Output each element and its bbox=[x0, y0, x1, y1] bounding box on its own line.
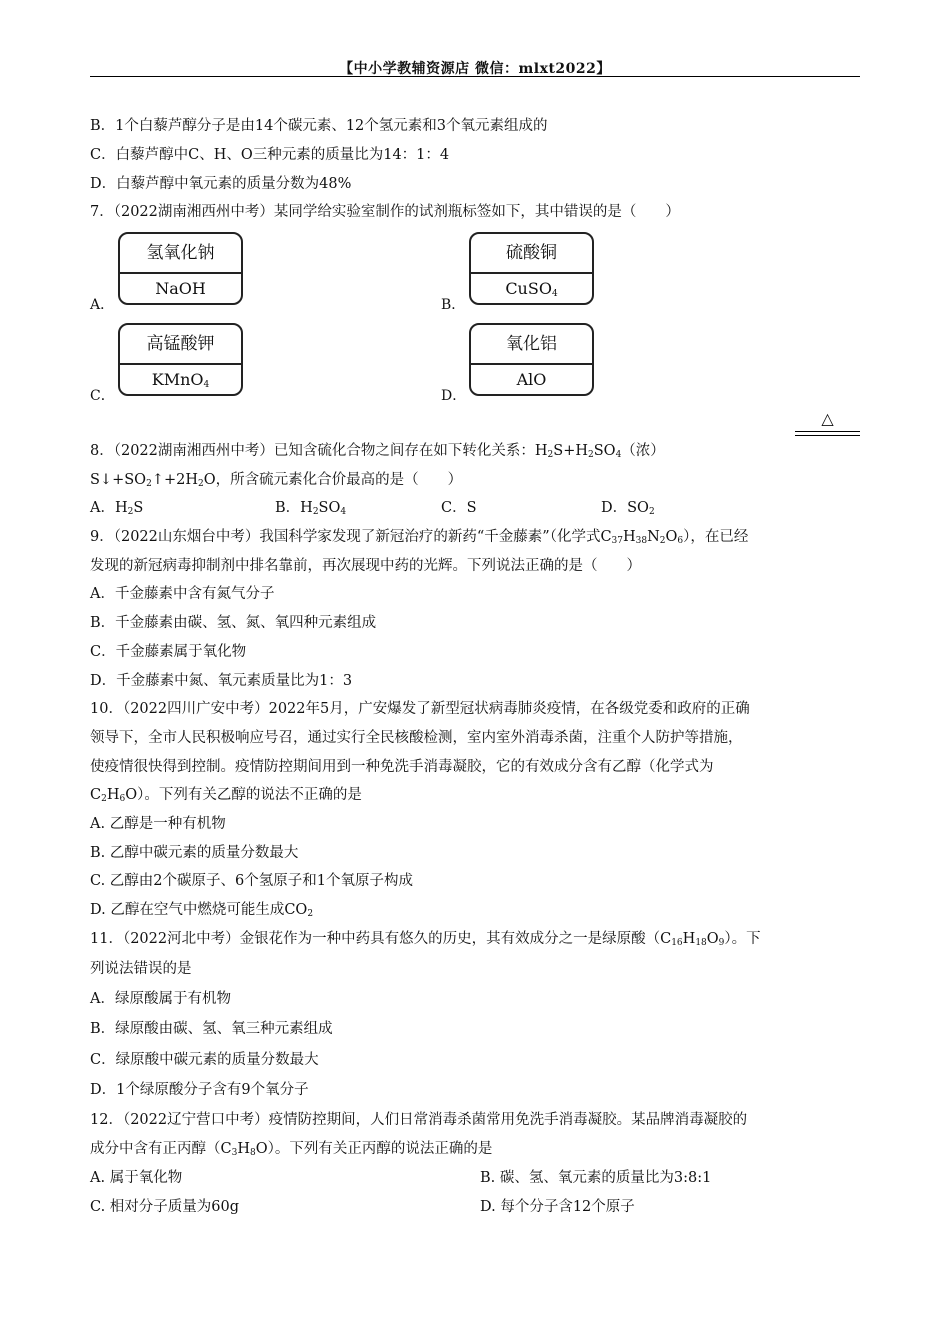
q12-option-c: C. 相对分子质量为60g bbox=[90, 1199, 240, 1215]
q11-stem-line-2: 列说法错误的是 bbox=[90, 961, 192, 977]
label-formula: KMnO$_4$ bbox=[151, 370, 210, 390]
q9-stem-line-2: 发现的新冠病毒抑制剂中排名靠前，再次展现中药的光辉。下列说法正确的是（ ） bbox=[90, 558, 641, 574]
q7-option-d-letter: D． bbox=[441, 388, 467, 404]
q7-label-a bbox=[118, 232, 243, 305]
label-formula: NaOH bbox=[155, 279, 206, 298]
q12-option-b: B. 碳、氢、氧元素的质量比为3:8:1 bbox=[480, 1170, 712, 1186]
q12-stem-line-2: 成分中含有正丙醇$(C_3H_8O)$。下列有关正丙醇的说法正确的是 bbox=[90, 1141, 493, 1158]
q10-stem-line-1: 10．（2022四川广安中考）2022年5月，广安爆发了新型冠状病毒肺炎疫情，在各级党委和政府的正确 bbox=[90, 701, 750, 717]
q10-option-a: A. 乙醇是一种有机物 bbox=[90, 816, 226, 832]
q7-stem: 7．（2022湖南湘西州中考）某同学给实验室制作的试剂瓶标签如下，其中错误的是（ ） bbox=[90, 204, 680, 220]
q6-option-c: C．白藜芦醇中C、H、O三种元素的质量比为14：1：4 bbox=[90, 147, 450, 163]
label-name: 硫酸铜 bbox=[471, 234, 592, 274]
q11-stem-line-1: 11．（2022河北中考）金银花作为一种中药具有悠久的历史，其有效成分之一是绿原酸$(C_{16}H_{18}O_9)$。下 bbox=[90, 931, 761, 948]
q8-stem-line-2: $S↓+SO_2↑+2H_2O$，所含硫元素化合价最高的是（ ） bbox=[90, 472, 463, 489]
q11-option-d: D．1个绿原酸分子含有9个氧分子 bbox=[90, 1082, 309, 1098]
label-formula: AlO bbox=[516, 370, 547, 389]
q12-option-d: D. 每个分子含12个原子 bbox=[480, 1199, 635, 1215]
label-name: 氢氧化钠 bbox=[120, 234, 241, 274]
q8-option-b: B．$H_2SO_4$ bbox=[275, 500, 347, 517]
q9-stem-line-1: 9．（2022山东烟台中考）我国科学家发现了新冠治疗的新药“千金藤素”（化学式$C_{37}H_{38}N_2O_6$），在已经 bbox=[90, 529, 749, 546]
q10-option-c: C. 乙醇由2个碳原子、6个氢原子和1个氧原子构成 bbox=[90, 873, 413, 889]
q7-label-b bbox=[469, 232, 594, 305]
q10-option-d: D. 乙醇在空气中燃烧可能生成$CO_2$ bbox=[90, 902, 314, 919]
label-name: 高锰酸钾 bbox=[120, 325, 241, 365]
q8-option-a: A．$H_2S$ bbox=[90, 500, 144, 517]
q10-stem-line-2: 领导下，全市人民积极响应号召，通过实行全民核酸检测，室内室外消毒杀菌，注重个人防护等措施， bbox=[90, 730, 743, 746]
q8-option-c: C．S bbox=[441, 500, 477, 516]
q11-option-b: B．绿原酸由碳、氢、氧三种元素组成 bbox=[90, 1021, 333, 1037]
q7-option-b-letter: B． bbox=[441, 297, 466, 313]
q10-stem-line-4: $C_2H_6O$）。下列有关乙醇的说法不正确的是 bbox=[90, 787, 362, 804]
q9-option-b: B．千金藤素由碳、氢、氮、氧四种元素组成 bbox=[90, 615, 377, 631]
q9-option-c: C．千金藤素属于氧化物 bbox=[90, 644, 247, 660]
q10-stem-line-3: 使疫情很快得到控制。疫情防控期间用到一种免洗手消毒凝胶，它的有效成分含有乙醇（化学式为 bbox=[90, 759, 714, 775]
label-name: 氧化铝 bbox=[471, 325, 592, 365]
reaction-arrow-rule-2 bbox=[795, 435, 860, 436]
heat-triangle-symbol: △ bbox=[821, 409, 834, 428]
label-formula: CuSO$_4$ bbox=[505, 279, 558, 299]
q10-option-b: B. 乙醇中碳元素的质量分数最大 bbox=[90, 845, 299, 861]
q11-option-c: C．绿原酸中碳元素的质量分数最大 bbox=[90, 1052, 319, 1068]
header-rule bbox=[90, 76, 860, 77]
q12-stem-line-1: 12．（2022辽宁营口中考）疫情防控期间，人们日常消毒杀菌常用免洗手消毒凝胶。某品牌消毒凝胶的 bbox=[90, 1112, 748, 1128]
q11-option-a: A．绿原酸属于有机物 bbox=[90, 991, 231, 1007]
q9-option-d: D．千金藤素中氮、氧元素质量比为1：3 bbox=[90, 673, 353, 689]
q8-stem-line-1: 8．（2022湖南湘西州中考）已知含硫化合物之间存在如下转化关系：$H_2S+H_2SO_4$（浓） bbox=[90, 443, 665, 460]
q7-option-a-letter: A． bbox=[90, 297, 115, 313]
q8-option-d: D．$SO_2$ bbox=[601, 500, 655, 517]
q9-option-a: A．千金藤素中含有氮气分子 bbox=[90, 586, 275, 602]
q7-label-d bbox=[469, 323, 594, 396]
page-header: 【中小学教辅资源店 微信：mlxt2022】 bbox=[339, 61, 611, 77]
q12-option-a: A. 属于氧化物 bbox=[90, 1170, 183, 1186]
q7-option-c-letter: C． bbox=[90, 388, 115, 404]
reaction-arrow-rule-1 bbox=[795, 431, 860, 432]
q6-option-d: D．白藜芦醇中氧元素的质量分数为48% bbox=[90, 176, 352, 192]
q7-label-c bbox=[118, 323, 243, 396]
q6-option-b: B．1个白藜芦醇分子是由14个碳元素、12个氢元素和3个氧元素组成的 bbox=[90, 118, 548, 134]
